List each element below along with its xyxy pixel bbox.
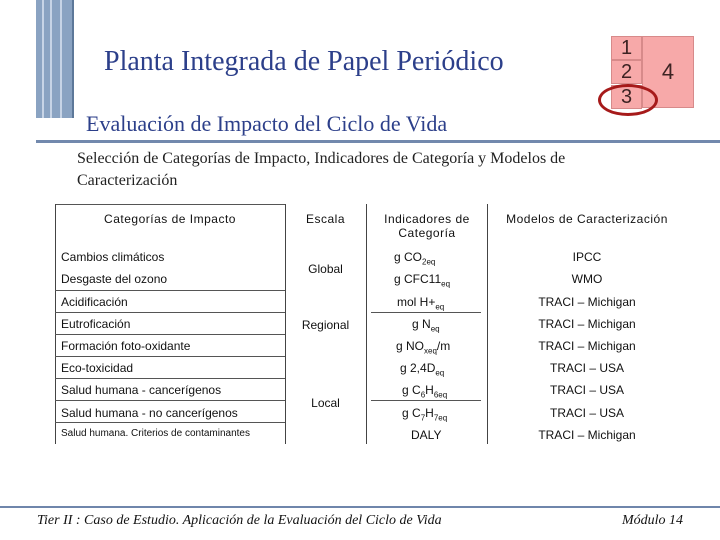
scale-global: Global: [308, 262, 343, 276]
table-row-model: TRACI – Michigan: [538, 295, 636, 309]
page-title: Planta Integrada de Papel Periódico: [104, 46, 504, 77]
row-divider: [371, 400, 481, 401]
table-row-model: TRACI – USA: [549, 361, 624, 375]
table-row-category: Formación foto-oxidante: [61, 339, 191, 353]
header-indicator: Indicadores de Categoría: [384, 212, 470, 240]
table-row-model: WMO: [571, 272, 603, 286]
row-divider: [55, 290, 285, 291]
table-row-category: Desgaste del ozono: [61, 272, 168, 286]
row-divider: [55, 334, 285, 335]
header-divider: [36, 140, 720, 143]
impact-table: [55, 204, 688, 448]
table-divider: [366, 204, 367, 444]
table-row-indicator: mol $H+_{eq}$: [397, 295, 445, 312]
table-row-indicator: g $CO_{2eq}$: [394, 250, 436, 267]
footer-course-title: Tier II : Caso de Estudio. Aplicación de la Evaluación del Ciclo de Vida: [37, 513, 442, 528]
table-row-model: TRACI – Michigan: [538, 339, 636, 353]
row-divider: [55, 422, 285, 423]
table-row-category: Salud humana - no cancerígenos: [61, 406, 238, 420]
table-divider: [55, 204, 56, 444]
table-row-indicator: g $CFC11_{eq}$: [394, 272, 451, 289]
table-row-indicator: g $C_7H_{7eq}$: [402, 406, 448, 423]
header-category: Categorías de Impacto: [104, 212, 236, 226]
table-row-indicator: g $2,4D_{eq}$: [400, 361, 445, 378]
badge-number-2: 2: [611, 60, 642, 84]
table-row-model: TRACI – USA: [549, 406, 624, 420]
table-border-top: [55, 204, 285, 205]
table-row-indicator: DALY: [411, 428, 442, 442]
table-row-indicator: g $NO_{xeq}/m$: [396, 339, 451, 356]
scale-regional: Regional: [301, 318, 350, 332]
page-subtitle: Evaluación de Impacto del Ciclo de Vida: [86, 111, 448, 136]
table-row-model: IPCC: [572, 250, 602, 264]
section-description: Selección de Categorías de Impacto, Indicadores de Categoría y Modelos de Caracterización: [77, 150, 566, 189]
table-row-category: Acidificación: [61, 295, 128, 309]
row-divider: [55, 356, 285, 357]
scale-local: Local: [311, 396, 340, 410]
table-row-indicator: g $N_{eq}$: [412, 317, 440, 334]
table-row-model: TRACI – USA: [549, 383, 624, 397]
badge-number-1: 1: [611, 36, 642, 60]
table-row-indicator: g $C_6H_{6eq}$: [402, 383, 448, 400]
left-accent-bar: [36, 0, 74, 118]
table-row-model: TRACI – Michigan: [538, 317, 636, 331]
table-row-category: Salud humana. Criterios de contaminantes: [61, 428, 250, 439]
footer-module-number: Módulo 14: [622, 513, 684, 528]
badge-number-3: 3: [611, 85, 642, 109]
row-divider: [371, 312, 481, 313]
table-row-category: Eco-toxicidad: [61, 361, 134, 375]
header-model: Modelos de Caracterización: [506, 212, 668, 226]
header-scale: Escala: [305, 212, 346, 226]
row-divider: [55, 312, 285, 313]
badge-number-4: 4: [642, 36, 694, 108]
highlight-ring-icon: [598, 84, 658, 116]
table-row-category: Eutroficación: [61, 317, 131, 331]
table-row-category: Salud humana - cancerígenos: [61, 383, 222, 397]
table-row-model: TRACI – Michigan: [538, 428, 636, 442]
footer-divider: [0, 506, 720, 508]
table-row-category: Cambios climáticos: [61, 250, 165, 264]
row-divider: [55, 400, 285, 401]
row-divider: [55, 378, 285, 379]
